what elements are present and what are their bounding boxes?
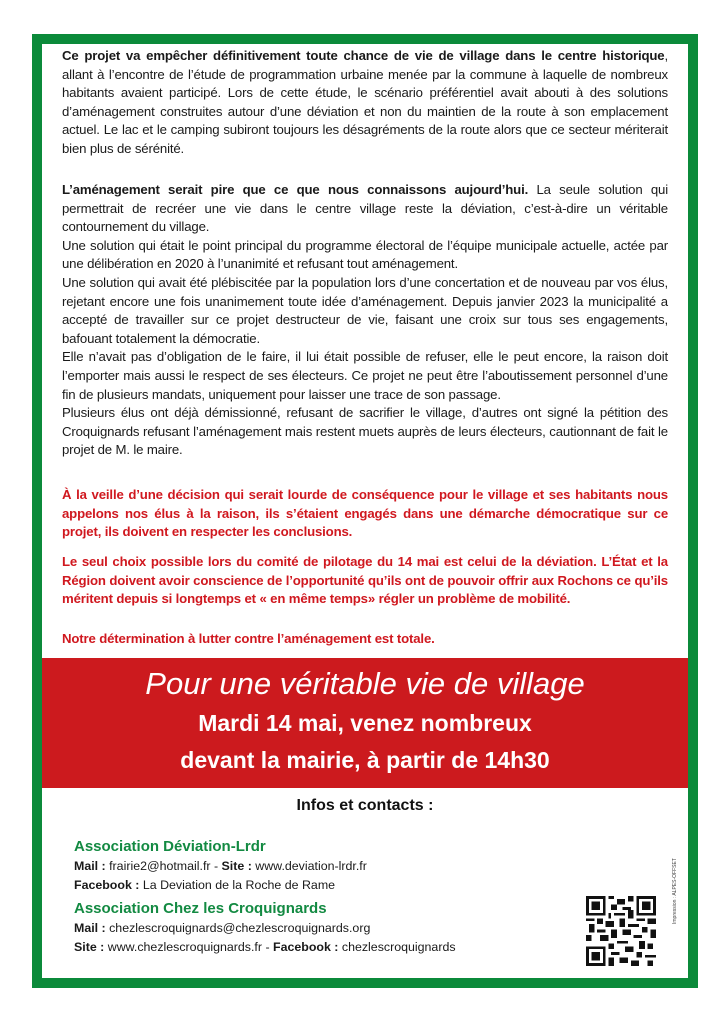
- association-name: Association Chez les Croquignards: [74, 900, 327, 917]
- arguments-bold: L’aménagement serait pire que ce que nous connaissons aujourd’hui.: [62, 182, 529, 197]
- contact-line: [74, 857, 594, 876]
- site-label: Site :: [74, 940, 105, 954]
- intro-bold: Ce projet va empêcher définitivement toute chance de vie de village dans le centre historique: [62, 48, 665, 63]
- site-value: www.deviation-lrdr.fr: [251, 859, 367, 873]
- red-paragraph-determination: Notre détermination à lutter contre l’aménagement est totale.: [62, 631, 435, 646]
- arguments-text: La seule solution qui permettrait de recréer une vie dans le centre village reste la déviation, c’est-à-dire un véritable contournement du village.: [62, 182, 668, 235]
- mail-label: Mail :: [74, 859, 106, 873]
- argument-line: Une solution qui était le point principal du programme électoral de l’équipe municipale actuelle, actée par une délibération en 2020 à l’unanimité et refusant tout aménagement.: [62, 237, 668, 272]
- intro-text: , allant à l’encontre de l’étude de programmation urbaine menée par la commune à laquelle de nombreux habitants avaient participé. Lors de cette étude, le scénario préférentiel avait abouti à des solutions d’aménagement construites autour d’une déviation et non du maintien de la route à son emplacement actuel. Le lac et le camping subiront toujours les désagréments de la route alors que ce secteur mériterait bien plus de sérénité.: [62, 48, 668, 156]
- facebook-label: Facebook :: [74, 878, 140, 892]
- contact-line: [74, 876, 594, 895]
- poster-frame: [32, 34, 698, 988]
- mail-value: chezlescroquignards@chezlescroquignards.org: [105, 921, 371, 935]
- red-paragraph-choice: Le seul choix possible lors du comité de pilotage du 14 mai est celui de la déviation. L’État et la Région doivent avoir conscience de l’opportunité qu’ils ont de pouvoir offrir aux Rochons ce qu’ils méritent depuis si longtemps et « en même temps» régler un problème de mobilité.: [62, 554, 668, 607]
- mail-value: frairie2@hotmail.fr -: [105, 859, 222, 873]
- argument-line: Plusieurs élus ont déjà démissionné, refusant de sacrifier le village, d’autres ont signé la pétition des Croquignards refusant l’aménagement mais restent muets auprès de leurs électeurs, cautionnant de fait le projet de M. le maire.: [62, 405, 668, 458]
- contact-line: [74, 919, 594, 938]
- association-croquignards: [74, 899, 594, 957]
- paragraph-arguments: [62, 181, 668, 460]
- banner-title: Pour une véritable vie de village: [145, 666, 585, 701]
- paragraph-intro: [62, 47, 668, 159]
- event-banner: [42, 658, 688, 788]
- qr-code-icon: [586, 896, 656, 966]
- banner-date: Mardi 14 mai, venez nombreux: [198, 710, 532, 736]
- argument-line: Elle n’avait pas d’obligation de le faire, il lui était possible de refuser, elle le peut encore, la raison doit l’emporter mais aussi le respect de ses électeurs. Ce projet ne peut être l’aboutissement personnel d’une fin de plusieurs mandats, uniquement pour laisser une trace de son passage.: [62, 349, 668, 402]
- facebook-value: La Deviation de la Roche de Rame: [139, 878, 336, 892]
- red-paragraph-appeal: À la veille d’une décision qui serait lourde de conséquence pour le village et ses habitants nous appelons nos élus à la raison, ils s’étaient engagés dans une démarche démocratique sur ce projet, ils doivent en respecter les conclusions.: [62, 487, 668, 540]
- site-value: www.chezlescroquignards.fr -: [104, 940, 274, 954]
- facebook-label: Facebook :: [273, 940, 339, 954]
- site-label: Site :: [221, 859, 252, 873]
- argument-line: Une solution qui avait été plébiscitée par la population lors d’une concertation et de nouveau par vos élus, rejetant encore une fois unanimement toute idée d’aménagement. Depuis janvier 2023 la municipalité a accepté de travailler sur ce projet destructeur de vie, faisant une croix sur tous ses engagements, bafouant totalement la démocratie.: [62, 274, 668, 346]
- imprint-credit: Impression : ALPES-OFFSET: [672, 858, 678, 924]
- banner-location: devant la mairie, à partir de 14h30: [180, 747, 550, 773]
- association-name: Association Déviation-Lrdr: [74, 838, 266, 855]
- mail-label: Mail :: [74, 921, 106, 935]
- association-deviation: [74, 837, 594, 895]
- facebook-value: chezlescroquignards: [338, 940, 456, 954]
- contact-line: [74, 938, 594, 957]
- infos-title: Infos et contacts :: [296, 797, 434, 814]
